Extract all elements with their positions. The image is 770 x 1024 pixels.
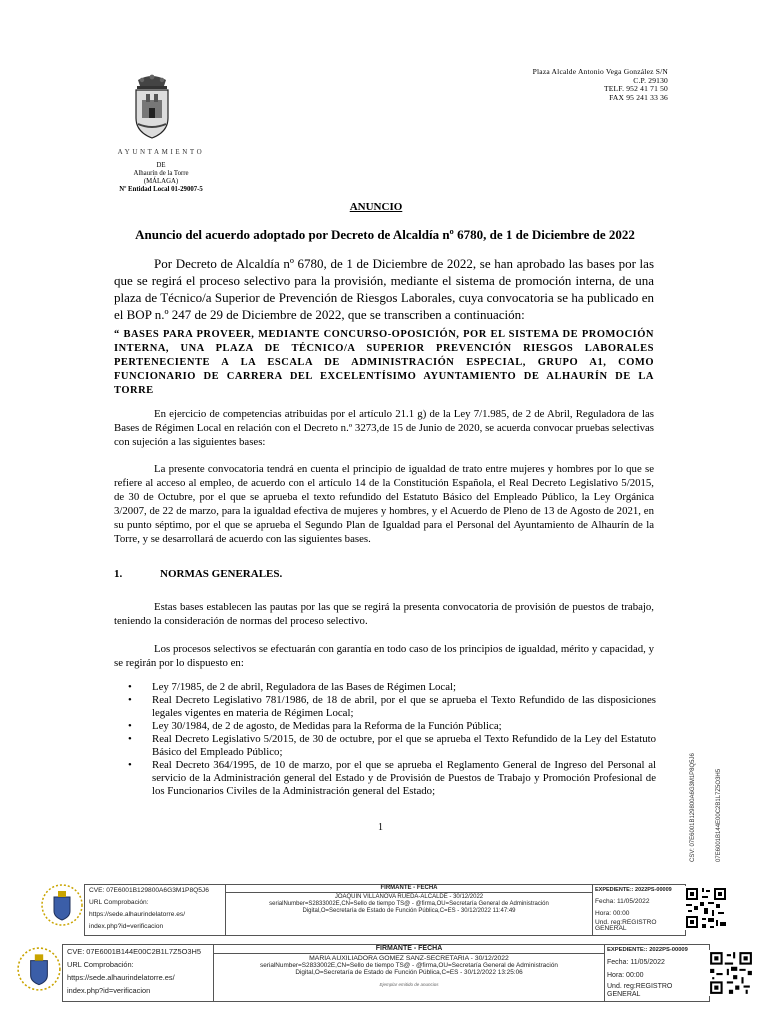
section-heading: [114, 568, 282, 580]
reg-unit: Und. reg:REGISTRO GENERAL: [607, 983, 673, 998]
address-line: TELF. 952 41 71 50: [603, 84, 668, 93]
verification-link[interactable]: index.php?id=verificacion: [67, 986, 151, 995]
coat-of-arms-icon: [128, 74, 176, 142]
section-number: 1.: [114, 568, 123, 580]
law-text: Ley 7/1985, de 2 de abril, Reguladora de las Bases de Régimen Local;: [152, 681, 457, 693]
reg-unit: Und. reg:REGISTRO GENERAL: [595, 919, 657, 932]
doc-title: Anuncio del acuerdo adoptado por Decreto de Alcaldía nº 6780, de 1 de Diciembre de 2022: [135, 227, 635, 242]
intro-paragraph: Por Decreto de Alcaldía nº 6780, de 1 de Diciembre de 2022, se han aprobado las bases por las que se regirá el proceso selectivo para la provisión, mediante el sistema de promoción interna, de una plaza de Técnico/a Superior de Prevención de Riesgos Laborales, cuya convocatoria se ha publicado en el BOP n.º 247 de 29 de Diciembre de 2022, que se transcriben a continuación:: [114, 256, 654, 322]
side-csv-code: 07E6001B144E00C2B1L7Z5O3H5: [716, 768, 722, 862]
address-line: Plaza Alcalde Antonio Vega González S/N: [532, 67, 668, 76]
reg-time: Hora: 00:00: [607, 972, 644, 979]
law-text: Real Decreto Legislativo 781/1986, de 18 de abril, por el que se aprueba el Texto Refundido de las disposiciones legales vigentes en materia de Régimen Local;: [152, 694, 656, 719]
doc-heading: [0, 201, 770, 213]
verification-link[interactable]: index.php?id=verificacion: [89, 923, 164, 930]
url-label: URL Comprobación:: [67, 960, 134, 969]
expediente: EXPEDIENTE:: 2022PS-00009: [607, 947, 688, 953]
bullet-icon: •: [128, 720, 132, 732]
qr-code-icon: [708, 950, 754, 996]
firmante-line: MARIA AUXILIADORA GOMEZ SANZ-SECRETARIA - 30/12/2022: [309, 955, 509, 962]
firmante-header: FIRMANTE - FECHA: [214, 945, 604, 954]
procesos-paragraph: Los procesos selectivos se efectuarán con garantía en todo caso de los principios de igualdad, mérito y capacidad, y se regirán por lo dispuesto en:: [114, 643, 654, 669]
bullet-icon: •: [128, 681, 132, 693]
competencias-paragraph: En ejercicio de competencias atribuidas por el artículo 21.1 g) de la Ley 7/1.985, de 2 de Abril, Reguladora de las Bases de Régimen Local en relación con el Decreto n.º 3273,de 15 de Junio de 2020, se acuerda convocar pruebas selectivas con sujeción a las siguientes bases:: [114, 408, 654, 448]
reg-time: Hora: 00:00: [595, 910, 630, 917]
address-line: FAX 95 241 33 36: [609, 92, 668, 102]
expediente: EXPEDIENTE:: 2022PS-00009: [595, 887, 672, 893]
cve-code: CVE: 07E6001B129800A6G3M1P8Q5J6: [89, 887, 209, 894]
municipal-address: [533, 68, 668, 102]
bullet-icon: •: [128, 694, 132, 706]
side-csv-code: CSV: 07E6001B129800A6G3M1P8Q5J6: [690, 753, 696, 862]
verification-link[interactable]: https://sede.alhaurindelatorre.es/: [89, 911, 186, 918]
cve-code: CVE: 07E6001B144E00C2B1L7Z5O3H5: [67, 947, 201, 956]
bullet-icon: •: [128, 759, 132, 771]
pautas-paragraph: Estas bases establecen las pautas por las que se regirá la presenta convocatoria de provisión de puestos de trabajo, teniendo la consideración de normas del proceso selectivo.: [114, 601, 654, 627]
list-item: [126, 759, 656, 798]
entity-line: (MÁLAGA): [143, 178, 179, 185]
verification-link[interactable]: https://sede.alhaurindelatorre.es/: [67, 973, 175, 982]
firmante-line: serialNumber=S2833002E,CN=Sello de tiempo TS@ - @firma,OU=Secretaría General de Administración: [260, 962, 558, 969]
url-label: URL Comprobación:: [89, 899, 149, 906]
law-text: Real Decreto 364/1995, de 10 de marzo, por el que se aprueba el Reglamento General de Ingreso del Personal al servicio de la Administración general del Estado y de Provisión de Puestos de Trabajo y Promoción Profesional de los Funcionarios Civiles de la Administración general del Estado;: [152, 759, 656, 797]
seal-icon: [16, 946, 62, 992]
stamp-note: Ejemplar emitido de anuncios: [379, 982, 439, 987]
doc-heading-text: ANUNCIO: [349, 201, 403, 213]
law-text: Real Decreto Legislativo 5/2015, de 30 de octubre, por el que se aprueba el Texto Refundido de la Ley del Estatuto Básico del Empleado Público;: [152, 733, 656, 758]
list-item: [126, 720, 656, 733]
firmante-line: Digital,O=Secretaría de Estado de Función Pública,C=ES - 30/12/2022 13:25:06: [295, 969, 523, 976]
signature-stamp: [62, 944, 710, 1002]
entity-line: DE: [156, 162, 166, 169]
bases-title: “ BASES PARA PROVEER, MEDIANTE CONCURSO-OPOSICIÓN, POR EL SISTEMA DE PROMOCIÓN INTERNA, UNA PLAZA DE TÉCNICO/A SUPERIOR PREVENCIÓN RIESGOS LABORALES PERTENECIENTE A LA ESCALA DE ADMINISTRACIÓN ESPECIAL, GRUPO A1, COMO FUNCIONARIO DE CARRERA DEL EXCELENTÍSIMO AYUNTAMIENTO DE ALHAURÍN DE LA TORRE: [114, 329, 654, 396]
entity-details: [96, 162, 226, 194]
entity-code: Nº Entidad Local 01-29007-5: [119, 186, 203, 193]
signature-stamp: [84, 884, 686, 936]
entity-line: Alhaurín de la Torre: [133, 170, 189, 177]
reg-date: Fecha: 11/05/2022: [607, 959, 665, 966]
entity-name: AYUNTAMIENTO: [117, 148, 205, 156]
list-item: [126, 733, 656, 759]
law-text: Ley 30/1984, de 2 de agosto, de Medidas para la Reforma de la Función Pública;: [152, 720, 502, 732]
firmante-line: serialNumber=S2833002E,CN=Sello de tiempo TS@ - @firma,OU=Secretaría General de Administración: [269, 901, 549, 907]
reg-date: Fecha: 11/05/2022: [595, 898, 650, 905]
address-line: C.P. 29130: [633, 75, 668, 85]
laws-list: [126, 681, 656, 798]
list-item: [126, 681, 656, 694]
qr-code-icon: [684, 886, 728, 930]
bullet-icon: •: [128, 733, 132, 745]
page-number: 1: [378, 822, 383, 833]
firmante-header: FIRMANTE - FECHA: [226, 885, 592, 893]
section-title: NORMAS GENERALES.: [160, 568, 283, 580]
seal-icon: [40, 883, 84, 927]
firmante-line: JOAQUIN VILLANOVA RUEDA-ALCALDE - 30/12/2022: [334, 894, 484, 900]
list-item: [126, 694, 656, 720]
firmante-line: Digital,O=Secretaría de Estado de Función Pública,C=ES - 30/12/2022 11:47:49: [302, 908, 516, 914]
igualdad-paragraph: La presente convocatoria tendrá en cuenta el principio de igualdad de trato entre mujeres y hombres por lo que se refiere al acceso al empleo, de acuerdo con el artículo 14 de la Constitución Española, el Real Decreto Legislativo 5/2015, de 30 de Octubre, por el que se aprueba el texto refundido del Estatuto Básico del Empleado Público, la Ley Orgánica 3/2007, de 22 de marzo, para la igualdad efectiva de mujeres y hombres, y el Acuerdo de Pleno de 13 de Agosto de 2021, en su punto séptimo, por el que se aprueba el Segundo Plan de Igualdad para el Personal del Ayuntamiento de Alhaurín de la Torre, y se desarrollará de acuerdo con las siguientes bases.: [114, 463, 654, 545]
